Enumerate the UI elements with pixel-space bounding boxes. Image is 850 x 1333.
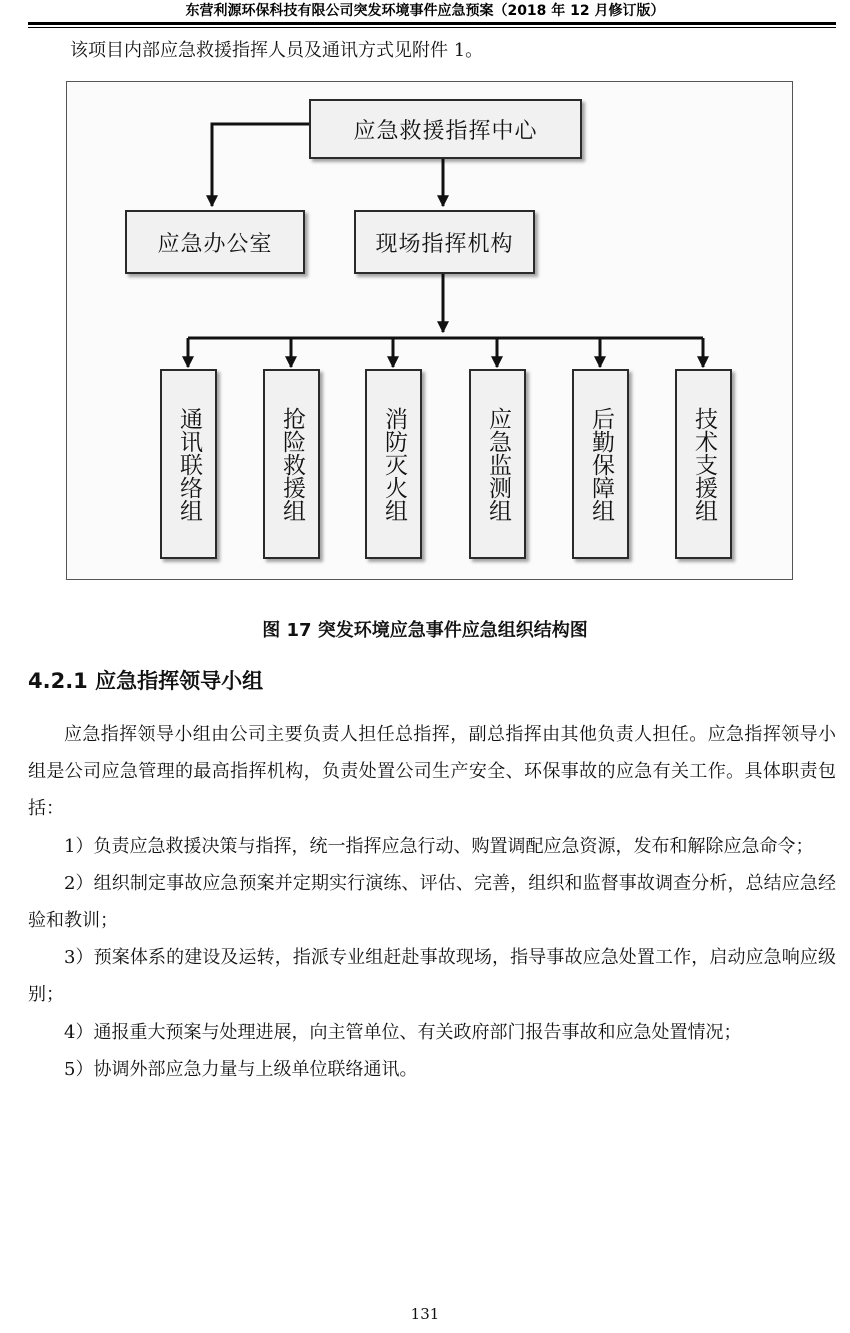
section-heading: 4.2.1 应急指挥领导小组: [28, 669, 264, 693]
org-box-group-monitor: 应急监测组: [469, 369, 526, 559]
paragraph-duty-4: 4）通报重大预案与处理进展，向主管单位、有关政府部门报告事故和应急处置情况；: [64, 1021, 742, 1043]
intro-text: 该项目内部应急救援指挥人员及通讯方式见附件 1。: [70, 40, 484, 61]
org-box-site-command: 现场指挥机构: [354, 210, 535, 274]
paragraph-duty-5: 5）协调外部应急力量与上级单位联络通讯。: [64, 1058, 418, 1080]
paragraph-duty-2: 2）组织制定事故应急预案并定期实行演练、评估、完善，组织和监督事故调查分析，总结应急经验和教训；: [28, 872, 836, 932]
page-number: 131: [410, 1305, 440, 1323]
connector-center-office: [212, 124, 309, 206]
org-box-group-tech: 技术支援组: [675, 369, 732, 559]
org-box-group-rescue: 抢险救援组: [263, 369, 320, 559]
org-box-office: 应急办公室: [125, 210, 305, 274]
org-box-center: 应急救援指挥中心: [309, 99, 582, 159]
section-body: [28, 716, 836, 1088]
org-chart: [66, 81, 793, 580]
paragraph-intro: 应急指挥领导小组由公司主要负责人担任总指挥，副总指挥由其他负责人担任。应急指挥领导小组是公司应急管理的最高指挥机构，负责处置公司生产安全、环保事故的应急有关工作。具体职责包括：: [28, 724, 836, 820]
org-box-group-logistics: 后勤保障组: [572, 369, 629, 559]
figure-caption: 图 17 突发环境应急事件应急组织结构图: [262, 620, 588, 641]
page-header: 东营利源环保科技有限公司突发环境事件应急预案（2018 年 12 月修订版）: [185, 3, 665, 19]
paragraph-duty-1: 1）负责应急救援决策与指挥，统一指挥应急行动、购置调配应急资源，发布和解除应急命令；: [64, 835, 814, 857]
header-rule-thin: [28, 27, 836, 28]
org-box-group-comm: 通讯联络组: [160, 369, 217, 559]
paragraph-duty-3: 3）预案体系的建设及运转，指派专业组赶赴事故现场，指导事故应急处置工作，启动应急响应级别；: [28, 947, 836, 1006]
org-box-group-fire: 消防灭火组: [365, 369, 422, 559]
header-rule: [28, 22, 836, 25]
